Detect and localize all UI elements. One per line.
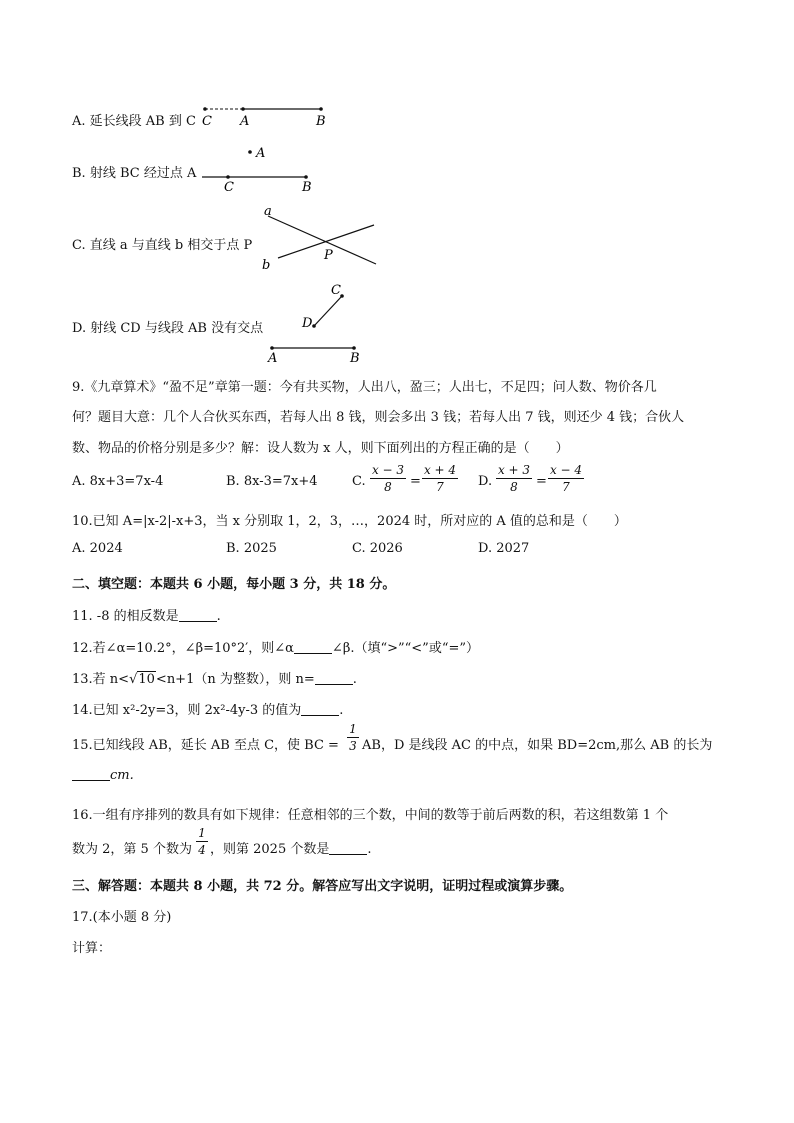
q11 [72,605,221,624]
sqrt-symbol: √ [129,672,138,687]
q9-option-d-label: D. [478,474,493,489]
point-b-label: B [302,180,312,195]
q9-line-2: 何？题目大意：几个人合伙买东西，若每人出 8 钱，则会多出 3 钱；若每人出 7 钱，则还少 4 钱；合伙人 [72,410,685,425]
q9-line-1: 9.《九章算术》“盈不足”章第一题：今有共买物，人出八，盈三；人出七，不足四；问人数、物价各几 [72,380,657,395]
line-b-label: b [262,258,271,273]
q14-text: 14.已知 x²-2y=3，则 2x²-4y-3 的值为 [72,703,302,718]
point-c-label: C [224,180,234,195]
q16-line-1: 16.一组有序排列的数具有如下规律：任意相邻的三个数，中间的数等于前后两数的积，若这组数第 1 个 [72,808,669,823]
q9-c-equals: = [410,474,421,489]
line-a-label: a [264,204,272,219]
q10-option-a: A. 2024 [72,541,123,556]
q16-end: . [367,842,372,857]
answer-blank [294,641,332,654]
q8-option-a: A. 延长线段 AB 到 C [72,114,196,129]
q9-c-right-fraction: x + 4 7 [423,463,457,494]
point-a-label: A [268,351,278,366]
q9-d-equals: = [536,474,547,489]
point-a-label: A [240,114,250,129]
q8-d-figure [262,282,372,364]
q9-d-right-fraction: x − 4 7 [549,463,583,494]
q8-option-c: C. 直线 a 与直线 b 相交于点 P [72,238,253,253]
q9-c-left-fraction: x − 3 8 [371,463,405,494]
point-b-label: B [316,114,326,129]
q16-line-2 [210,838,372,857]
q8-c-figure [256,200,386,275]
point-c-label: C [202,114,212,129]
point-a-label: A [256,146,266,161]
q10-stem: 10.已知 A=|x-2|-x+3，当 x 分别取 1，2，3，…，2024 时，所对应的 A 值的总和是（ ） [72,514,627,529]
answer-blank [329,842,367,855]
q9-line-3: 数、物品的价格分别是多少？解：设人数为 x 人，则下面列出的方程正确的是（ ） [72,441,569,456]
answer-blank [301,703,339,716]
q17-instruction: 计算： [72,941,112,956]
q17-title: 17.(本小题 8 分) [72,910,172,925]
q10-option-b: B. 2025 [226,541,277,556]
q9-option-a: A. 8x+3=7x-4 [72,474,164,489]
point-b-label: B [350,351,360,366]
q11-end: . [216,609,221,624]
q15-unit: cm. [110,768,134,783]
q8-b-figure [200,142,330,195]
q16-fraction: 1 4 [196,826,208,857]
q9-option-c-label: C. [352,474,366,489]
q9-d-left-fraction: x + 3 8 [497,463,531,494]
q8-option-d: D. 射线 CD 与线段 AB 没有交点 [72,321,264,336]
q8-a-figure [195,100,335,130]
q15-line-1-rest: AB，D 是线段 AC 的中点，如果 BD=2cm,那么 AB 的长为 [362,738,713,753]
q16-text: ，则第 2025 个数是 [210,842,330,857]
q13 [72,668,357,687]
q16-line-2-start: 数为 2，第 5 个数为 [72,842,192,857]
sqrt-value: 10 [138,672,155,687]
q12-text: 12.若∠α=10.2°，∠β=10°2′，则∠α [72,641,294,656]
q15-line-1: 15.已知线段 AB，延长 AB 至点 C，使 BC = [72,738,339,753]
answer-blank [179,609,217,622]
answer-blank [72,768,110,781]
q8-option-b: B. 射线 BC 经过点 A [72,166,197,181]
q11-text: 11. -8 的相反数是 [72,609,179,624]
q13-text: 13.若 n< [72,672,130,687]
point-d-label: D [302,316,313,331]
point-p-label: P [324,248,333,263]
section-2-heading: 二、填空题：本题共 6 小题，每小题 3 分，共 18 分。 [72,577,396,592]
section-3-heading: 三、解答题：本题共 8 小题，共 72 分。解答应写出文字说明，证明过程或演算步骤。 [72,879,573,894]
q13-mid: <n+1（n 为整数），则 n= [155,672,315,687]
point-c-label: C [331,283,341,298]
q10-option-d: D. 2027 [478,541,530,556]
q15-line-2 [72,768,134,783]
q14 [72,699,343,718]
q12-end: ∠β.（填“>”“<”或“=”） [331,641,480,656]
answer-blank [315,672,353,685]
q12 [72,637,479,656]
q9-option-b: B. 8x-3=7x+4 [226,474,318,489]
q14-end: . [339,703,344,718]
q13-end: . [352,672,357,687]
q10-option-c: C. 2026 [352,541,403,556]
q15-fraction: 1 3 [347,722,359,753]
